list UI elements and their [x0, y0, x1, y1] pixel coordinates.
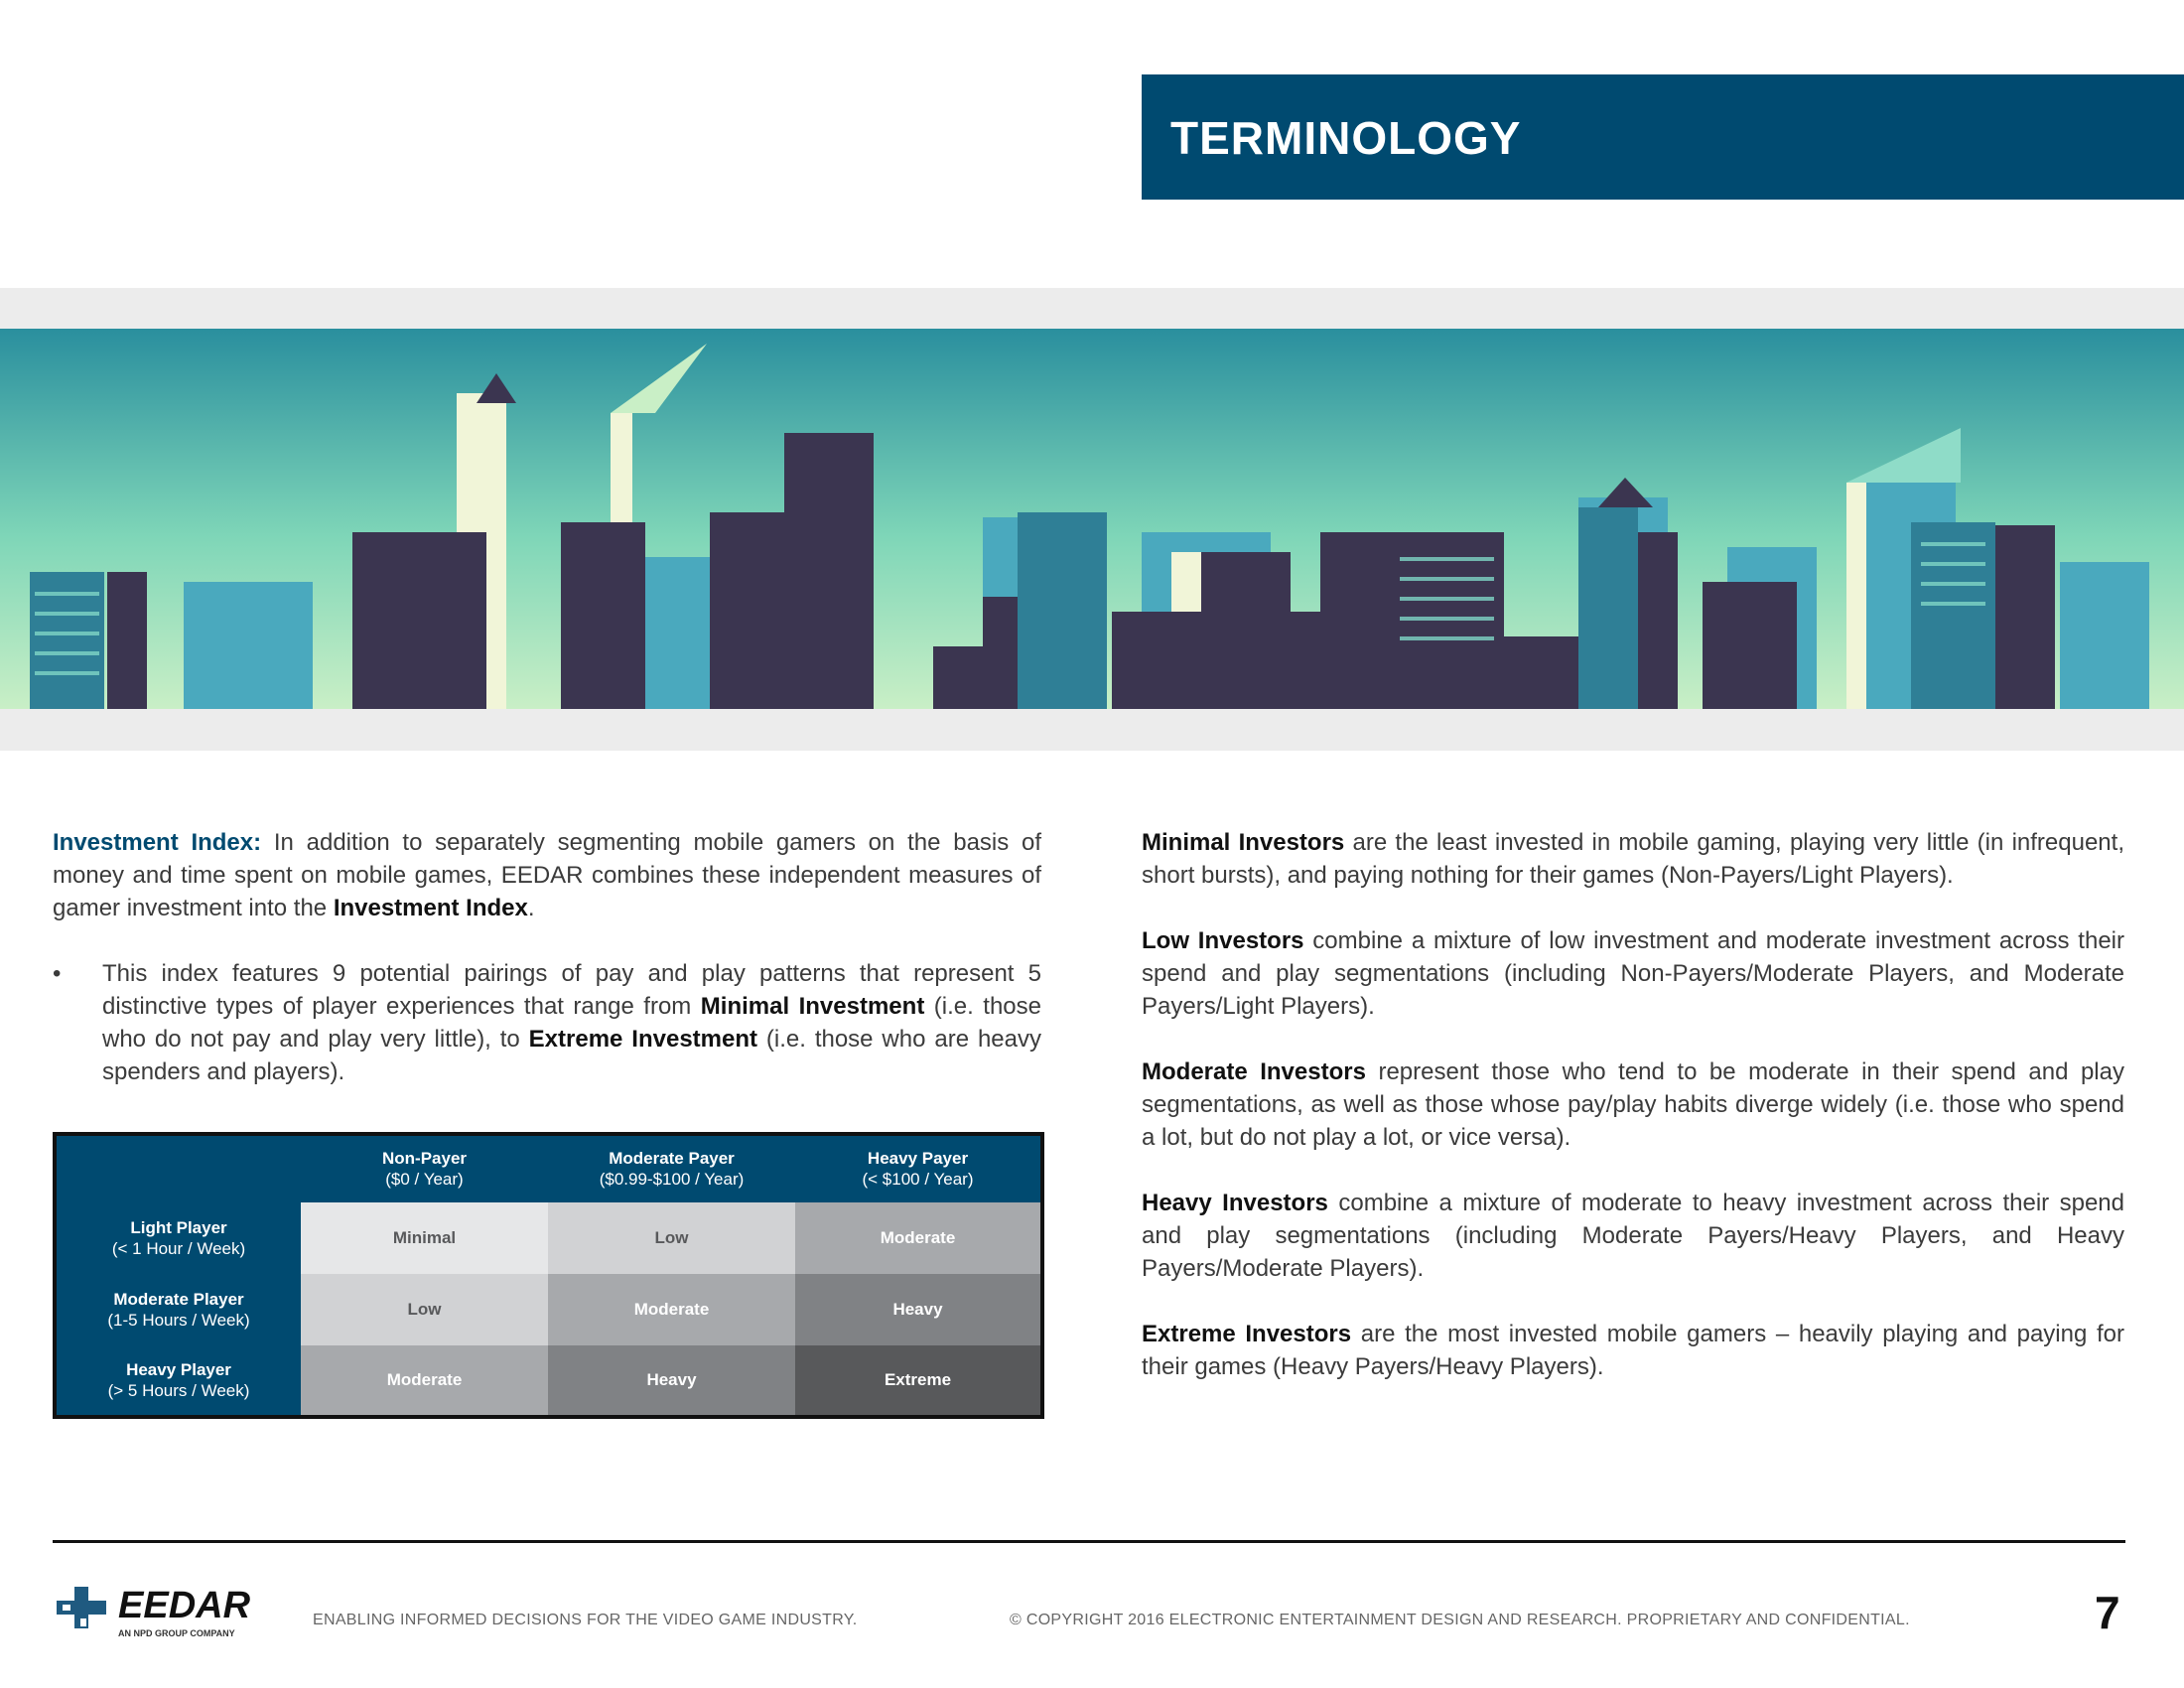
eedar-logo: EEDAR AN NPD GROUP COMPANY [53, 1583, 261, 1644]
page-number: 7 [2095, 1587, 2120, 1638]
row-header: Light Player (< 1 Hour / Week) [111, 1217, 246, 1258]
table-cell: Heavy [795, 1274, 1042, 1345]
table-cell: Moderate [301, 1345, 548, 1417]
column-header: Non-Payer ($0 / Year) [381, 1149, 468, 1190]
intro-paragraph: Investment Index: In addition to separately segmenting mobile gamers on the basis of money and time spent on mobile games, EEDAR combines these independent measures of gamer investment into the Investment Index. [53, 829, 1041, 921]
table-cell: Heavy [548, 1345, 795, 1417]
column-header: Moderate Payer ($0.99-$100 / Year) [599, 1149, 745, 1190]
column-header: Heavy Payer (< $100 / Year) [862, 1149, 974, 1190]
bullet-item: • This index features 9 potential pairings of pay and play patterns that represent 5 distinctive types of player experiences that range from Minimal Investment (i.e. those who do not pay and play very little), to Extreme Investment (i.e. those who are heavy spenders and players). [53, 957, 1041, 1088]
table-row [55, 1345, 1042, 1417]
bullet-icon: • [53, 960, 62, 987]
investor-definitions [1142, 826, 2124, 1416]
definition-minimal: Minimal Investors are the least invested in mobile gaming, playing very little (in infrequent, short bursts), and paying nothing for their games (Non-Payers/Light Players). [1142, 829, 2124, 889]
footer-divider [53, 1540, 2125, 1543]
table-cell: Moderate [795, 1202, 1042, 1274]
row-header: Heavy Player (> 5 Hours / Week) [107, 1359, 250, 1400]
table-cell: Low [301, 1274, 548, 1345]
eedar-logo-icon [53, 1583, 112, 1642]
footer-tagline: ENABLING INFORMED DECISIONS FOR THE VIDEO GAME INDUSTRY. [313, 1612, 858, 1628]
table-cell: Moderate [548, 1274, 795, 1345]
investment-index-table [53, 1132, 1044, 1419]
corner-cell [55, 1134, 301, 1202]
investment-index-section [53, 826, 1041, 1121]
table-header-row [55, 1134, 1042, 1202]
table-row [55, 1202, 1042, 1274]
definition-low: Low Investors combine a mixture of low investment and moderate investment across their spend and play segmentations (including Non-Payers/Moderate Players, and Moderate Payers/Light Players). [1142, 927, 2124, 1020]
table-cell: Extreme [795, 1345, 1042, 1417]
table-cell: Low [548, 1202, 795, 1274]
table-row [55, 1274, 1042, 1345]
row-header: Moderate Player (1-5 Hours / Week) [107, 1289, 250, 1330]
definition-heavy: Heavy Investors combine a mixture of moderate to heavy investment across their spend and play segmentations (including Moderate Payers/Heavy Players, and Heavy Payers/Moderate Players). [1142, 1190, 2124, 1282]
page-title: TERMINOLOGY [1142, 74, 2184, 200]
definition-extreme: Extreme Investors are the most invested mobile gamers – heavily playing and paying for their games (Heavy Payers/Heavy Players). [1142, 1321, 2124, 1380]
table-cell: Minimal [301, 1202, 548, 1274]
city-skyline-illustration [0, 329, 2184, 709]
definition-moderate: Moderate Investors represent those who tend to be moderate in their spend and play segmentations, as well as those whose pay/play habits diverge widely (i.e. those who spend a lot, but do not play a lot, or vice versa). [1142, 1058, 2124, 1151]
footer-copyright: © COPYRIGHT 2016 ELECTRONIC ENTERTAINMENT DESIGN AND RESEARCH. PROPRIETARY AND CONFIDENTIAL. [1010, 1612, 1910, 1628]
